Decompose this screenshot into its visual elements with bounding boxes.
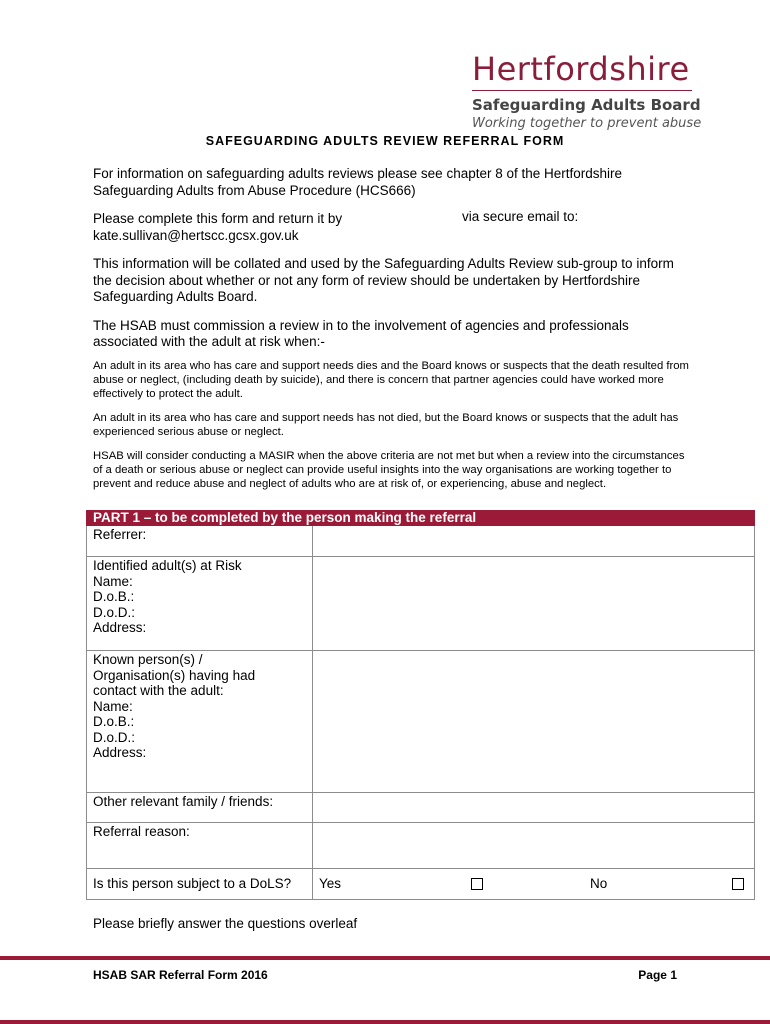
part1-header-row — [87, 511, 755, 526]
via-email-text: via secure email to: — [462, 209, 579, 224]
intro-paragraph-commission: The HSAB must commission a review in to the involvement of agencies and professionals associated with the adult at risk when:- — [93, 317, 629, 349]
logo-tagline: Working together to prevent abuse — [472, 116, 702, 131]
adult-field[interactable] — [313, 557, 755, 651]
overleaf-note: Please briefly answer the questions overleaf — [93, 916, 358, 931]
reason-field[interactable] — [313, 823, 755, 869]
intro-paragraph-procedure: For information on safeguarding adults reviews please see chapter 8 of the Hertfordshire Safeguarding Adults from Abuse Procedure (HCS666) — [93, 166, 623, 198]
adult-title: Identified adult(s) at Risk — [93, 558, 242, 573]
known-persons-field[interactable] — [313, 651, 755, 793]
intro-paragraph-collation: This information will be collated and used by the Safeguarding Adults Review sub-group to inform the decision about whether or not any form of review should be undertaken by Hertfordshire Safeguarding Adults Board. — [93, 256, 674, 304]
logo-rule — [472, 90, 692, 91]
known-line3: contact with the adult: — [93, 683, 224, 698]
family-field[interactable] — [313, 793, 755, 823]
referrer-row — [87, 526, 755, 557]
family-label: Other relevant family / friends: — [87, 793, 313, 823]
dols-options — [313, 869, 755, 900]
adult-label — [87, 557, 313, 651]
adult-dod-label: D.o.D.: — [93, 604, 136, 620]
dols-no-label: No — [590, 876, 608, 892]
known-line2: Organisation(s) having had — [93, 667, 256, 683]
footer-form-name: HSAB SAR Referral Form 2016 — [93, 968, 268, 982]
return-by-text: Please complete this form and return it by — [93, 211, 343, 226]
logo-name: Hertfordshire — [472, 50, 690, 88]
criteria-masir: HSAB will consider conducting a MASIR when the above criteria are not met but when a review into the circumstances of a death or serious abuse or neglect can provide useful insights into the way organisations are working together to prevent and reduce abuse and neglect of adults who are at risk of, or experiencing, abuse and neglect. — [93, 449, 685, 490]
reason-row — [87, 823, 755, 869]
adult-row — [87, 557, 755, 651]
referrer-label: Referrer: — [87, 526, 313, 557]
adult-address-label: Address: — [93, 620, 147, 635]
dols-label: Is this person subject to a DoLS? — [87, 869, 313, 900]
referrer-field[interactable] — [313, 526, 755, 557]
return-email[interactable]: kate.sullivan@hertscc.gcsx.gov.uk — [93, 227, 299, 243]
criteria-death: An adult in its area who has care and support needs dies and the Board knows or suspects that the death resulted from abuse or neglect, (including death by suicide), and there is concern that partner agencies could have worked more effectively to protect the adult. — [93, 359, 689, 400]
known-address-label: Address: — [93, 745, 147, 760]
form-title: SAFEGUARDING ADULTS REVIEW REFERRAL FORM — [205, 134, 565, 148]
dols-row — [87, 869, 755, 900]
footer-rule-bottom — [0, 1020, 770, 1024]
known-persons-label — [87, 651, 313, 793]
part1-header: PART 1 – to be completed by the person making the referral — [87, 511, 755, 526]
adult-name-label: Name: — [93, 573, 133, 589]
criteria-serious-abuse: An adult in its area who has care and support needs has not died, but the Board knows or suspects that the adult has experienced serious abuse or neglect. — [93, 411, 679, 438]
dols-no-checkbox[interactable] — [732, 878, 744, 890]
known-persons-row — [87, 651, 755, 793]
known-line1: Known person(s) / — [93, 652, 203, 667]
known-dod-label: D.o.D.: — [93, 729, 136, 745]
known-name-label: Name: — [93, 698, 133, 714]
intro-section — [93, 166, 693, 501]
known-dob-label: D.o.B.: — [93, 714, 135, 729]
hsab-logo — [472, 50, 702, 133]
dols-yes-checkbox[interactable] — [471, 878, 483, 890]
footer-rule-top — [0, 956, 770, 960]
logo-board-name: Safeguarding Adults Board — [472, 96, 701, 114]
family-row — [87, 793, 755, 823]
adult-dob-label: D.o.B.: — [93, 589, 135, 604]
dols-yes-label: Yes — [319, 876, 342, 892]
reason-label: Referral reason: — [87, 823, 313, 869]
intro-paragraph-return — [93, 211, 693, 244]
footer-page-number: Page 1 — [638, 968, 677, 982]
referral-table — [86, 510, 755, 900]
